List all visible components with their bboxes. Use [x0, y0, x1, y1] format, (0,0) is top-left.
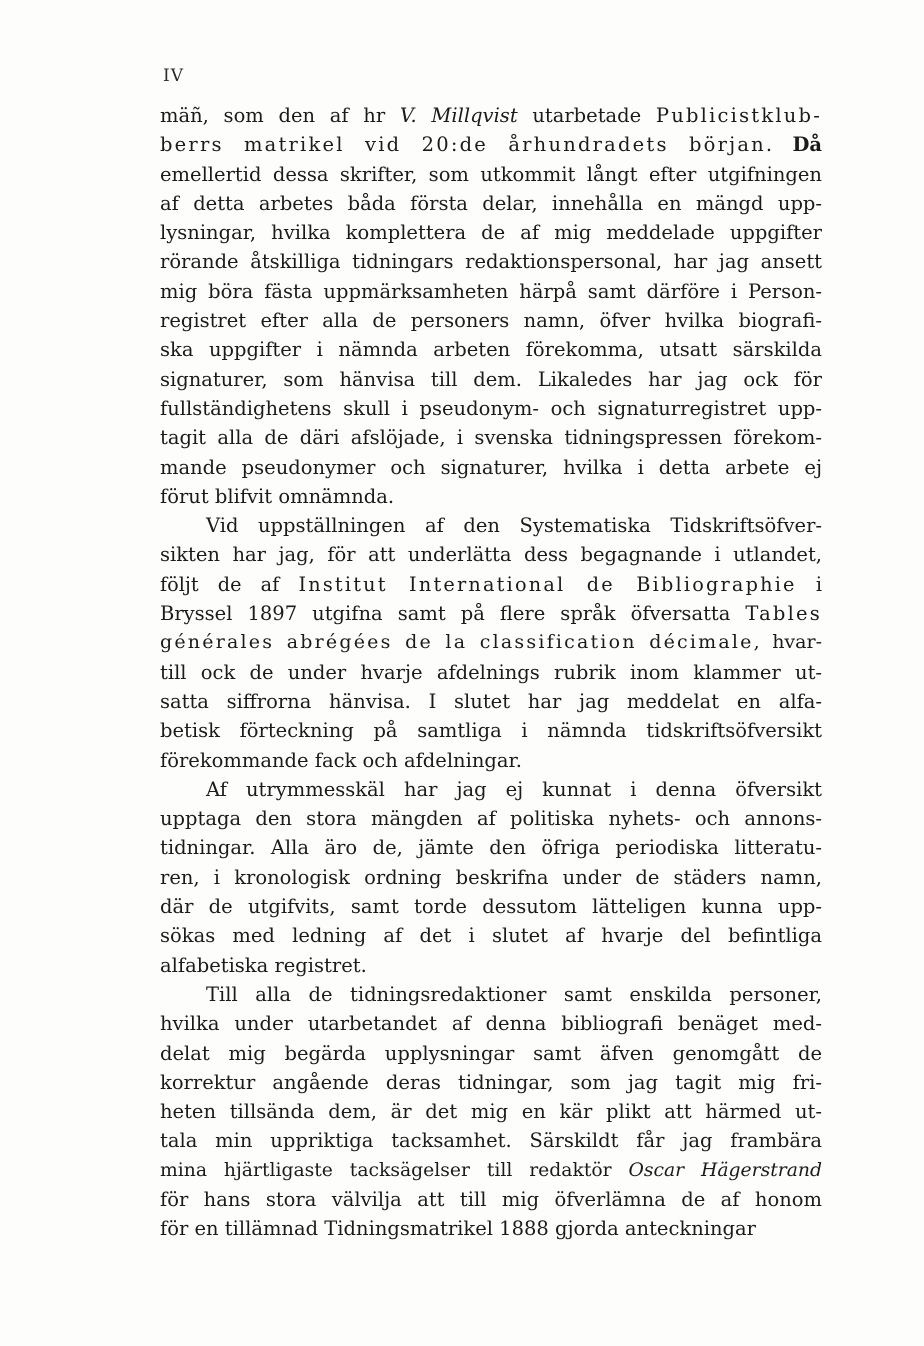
text-run: hvar- — [761, 631, 822, 654]
text-run: berrs matrikel vid 20:de århundradets början. — [160, 133, 775, 157]
text-line — [160, 658, 822, 687]
text-line — [160, 453, 822, 482]
text-run: af detta arbetes båda första delar, innehålla en mängd upp- — [160, 191, 822, 215]
text-run: fullständighetens skull i pseudonym- och signaturregistret upp- — [160, 396, 822, 420]
text-line — [160, 365, 822, 394]
text-line — [160, 863, 822, 892]
text-line — [160, 951, 822, 980]
text-run: utarbetade — [517, 104, 656, 127]
text-run: tala min uppriktiga tacksamhet. Särskildt får jag frambära — [160, 1129, 822, 1153]
text-run: Tables — [745, 602, 822, 626]
text-run: Publicistklub- — [655, 104, 822, 127]
text-run: i — [796, 572, 822, 596]
text-line — [160, 1156, 822, 1185]
text-run: hvilka under utarbetandet af denna bibliografi benäget med- — [160, 1012, 822, 1036]
text-run: heten tillsända dem, är det mig en kär plikt att härmed ut- — [160, 1100, 822, 1124]
text-line — [160, 833, 822, 862]
text-line — [160, 540, 822, 569]
text-line — [160, 482, 822, 511]
text-line — [160, 1214, 822, 1243]
text-run: förut blifvit omnämnda. — [160, 484, 395, 508]
text-line — [160, 775, 822, 804]
paragraph — [160, 980, 822, 1244]
text-line — [160, 130, 822, 159]
text-run: för en tillämnad Tidningsmatrikel 1888 gjorda anteckningar — [160, 1217, 756, 1241]
text-run: signaturer, som hänvisa till dem. Likaledes har jag ock för — [160, 367, 822, 391]
paragraph — [160, 101, 822, 511]
text-run: ren, i kronologisk ordning beskrifna under de städers namn, — [160, 865, 822, 889]
text-line — [160, 1009, 822, 1038]
text-run: emellertid dessa skrifter, som utkommit långt efter utgifningen — [160, 162, 822, 186]
text-run: mina hjärtligaste tacksägelser till redaktör — [160, 1159, 629, 1181]
text-line — [160, 160, 822, 189]
text-run — [774, 133, 792, 156]
text-line — [160, 716, 822, 745]
text-run: rörande åtskilliga tidningars redaktionspersonal, har jag ansett — [160, 250, 822, 274]
text-run: för hans stora välvilja att till mig öfverlämna de af honom — [160, 1187, 822, 1211]
text-run: alfabetiska registret. — [160, 953, 367, 977]
text-run: upptaga den stora mängden af politiska nyhets- och annons- — [160, 807, 822, 831]
text-line — [160, 335, 822, 364]
text-line — [160, 980, 822, 1009]
text-line — [160, 1126, 822, 1155]
text-line — [160, 921, 822, 950]
text-line — [160, 1039, 822, 1068]
text-line — [160, 1185, 822, 1214]
text-run: till ock de under hvarje afdelnings rubrik inom klammer ut- — [160, 660, 822, 684]
text-line — [160, 599, 822, 628]
text-run: mig böra fästa uppmärksamheten härpå samt därföre i Person- — [160, 279, 822, 303]
text-line — [160, 423, 822, 452]
text-line — [160, 277, 822, 306]
text-run: betisk förteckning på samtliga i nämnda tidskriftsöfversikt — [160, 719, 822, 743]
text-line — [160, 804, 822, 833]
text-run: sikten har jag, för att underlätta dess begagnande i utlandet, — [160, 543, 822, 567]
text-run: tagit alla de däri afslöjade, i svenska tidningspressen förekom- — [160, 426, 822, 450]
text-run: mande pseudonymer och signaturer, hvilka i detta arbete ej — [160, 455, 822, 479]
text-line — [160, 628, 822, 657]
text-run: générales abrégées de la classification décimale, — [160, 631, 762, 654]
text-line — [160, 570, 822, 599]
text-run: V. Millqvist — [399, 104, 518, 127]
text-run: Institut International de Bibliographie — [298, 572, 797, 596]
text-run: delat mig begärda upplysningar samt äfven genomgått de — [160, 1041, 822, 1065]
text-run: följt de af — [160, 572, 299, 596]
text-line — [160, 746, 822, 775]
text-run: sökas med ledning af det i slutet af hvarje del befintliga — [160, 924, 822, 948]
text-run: Af utrymmesskäl har jag ej kunnat i denna öfversikt — [206, 777, 822, 801]
text-run: lysningar, hvilka komplettera de af mig meddelade uppgifter — [160, 221, 822, 245]
text-run: satta siffrorna hänvisa. I slutet har jag meddelat en alfa- — [160, 689, 822, 713]
text-run: tidningar. Alla äro de, jämte den öfriga periodiska litteratu- — [160, 836, 822, 860]
text-line — [160, 511, 822, 540]
text-line — [160, 306, 822, 335]
paragraph — [160, 775, 822, 980]
text-line — [160, 218, 822, 247]
text-run: Till alla de tidningsredaktioner samt enskilda personer, — [206, 982, 822, 1006]
text-run: registret efter alla de personers namn, öfver hvilka biografi- — [160, 309, 822, 333]
text-line — [160, 892, 822, 921]
text-line — [160, 101, 822, 130]
text-line — [160, 687, 822, 716]
text-run: ska uppgifter i nämnda arbeten förekomma, utsatt särskilda — [160, 338, 822, 362]
text-run: förekommande fack och afdelningar. — [160, 748, 522, 772]
text-line — [160, 247, 822, 276]
text-run: Vid uppställningen af den Systematiska Tidskriftsöfver- — [206, 514, 822, 538]
text-line — [160, 394, 822, 423]
paragraph — [160, 511, 822, 775]
body-text — [160, 101, 822, 1244]
text-line — [160, 1097, 822, 1126]
text-line — [160, 189, 822, 218]
text-run: mäñ, som den af hr — [160, 104, 400, 127]
text-run: Bryssel 1897 utgifna samt på flere språk öfversatta — [160, 602, 746, 626]
page-number: IV — [163, 66, 184, 86]
text-line — [160, 1068, 822, 1097]
text-run: där de utgifvits, samt torde dessutom lätteligen kunna upp- — [160, 895, 822, 919]
text-run: korrektur angående deras tidningar, som jag tagit mig fri- — [160, 1070, 822, 1094]
text-run: Då — [792, 133, 822, 157]
text-run: Oscar Hägerstrand — [628, 1159, 822, 1181]
